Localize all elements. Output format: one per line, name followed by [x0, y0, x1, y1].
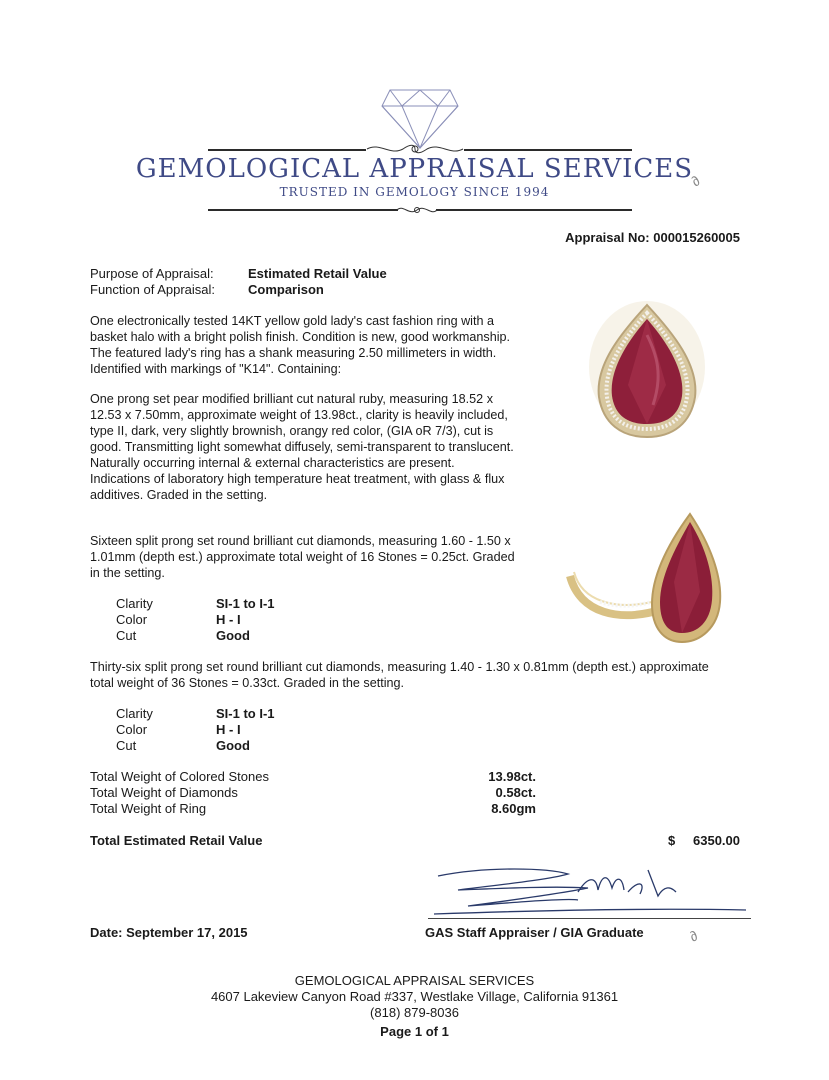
grade-value: Good [216, 628, 250, 643]
function-value: Comparison [248, 282, 324, 297]
footer-company: GEMOLOGICAL APPRAISAL SERVICES [294, 973, 535, 988]
purpose-label: Purpose of Appraisal: [90, 266, 214, 281]
retail-label: Total Estimated Retail Value [90, 833, 263, 848]
signature-icon [428, 862, 753, 924]
retail-currency: $ [668, 833, 676, 848]
appraiser-title: GAS Staff Appraiser / GIA Graduate [425, 925, 644, 940]
diamonds-description-1: Sixteen split prong set round brilliant cut diamonds, measuring 1.60 - 1.50 x 1.01mm (depth est.) approximate total weight of 16 Stones = 0.25ct. Graded in the setting. [90, 534, 515, 580]
grade-value: H - I [216, 722, 241, 737]
top-rule-right [464, 149, 632, 151]
total-value: 8.60gm [491, 801, 536, 816]
appraisal-number: Appraisal No: 000015260005 [565, 230, 740, 245]
grade-label: Clarity [116, 706, 153, 721]
bottom-rule-left [208, 209, 398, 211]
grade-label: Cut [116, 738, 137, 753]
ring-top-view-image [583, 295, 711, 445]
grade-label: Clarity [116, 596, 153, 611]
grade-value: SI-1 to I-1 [216, 596, 275, 611]
pencil-mark-icon: ∂ [686, 927, 701, 945]
function-label: Function of Appraisal: [90, 282, 216, 297]
total-label: Total Weight of Diamonds [90, 785, 238, 800]
brand-name: GEMOLOGICAL APPRAISAL SERVICES [135, 154, 694, 184]
grade-value: SI-1 to I-1 [216, 706, 275, 721]
ruby-description: One prong set pear modified brilliant cut natural ruby, measuring 18.52 x 12.53 x 7.50mm, approximate weight of 13.98ct., clarity is heavily included, type II, dark, very slightly brownish, orangy red color, (GIA oR 7/3), cut is good. Transmitting light somewhat diffusely, semi-transparent to translucent. Naturally occurring internal & external characteristics are present. Indications of laboratory high temperature heat treatment, with glass & flux additives. Graded in the setting. [90, 392, 514, 502]
grade-label: Color [116, 722, 148, 737]
signature-line [428, 918, 751, 919]
grade-value: H - I [216, 612, 241, 627]
total-label: Total Weight of Ring [90, 801, 207, 816]
grade-label: Cut [116, 628, 137, 643]
ring-description: One electronically tested 14KT yellow gold lady's cast fashion ring with a basket halo with a bright polish finish. Condition is new, good workmanship. The featured lady's ring has a shank measuring 2.50 millimeters in width. Identified with markings of "K14". Containing: [90, 314, 511, 376]
page-number: Page 1 of 1 [380, 1024, 449, 1039]
footer-address: 4607 Lakeview Canyon Road #337, Westlake Village, California 91361 [210, 989, 619, 1004]
grade-value: Good [216, 738, 250, 753]
bottom-flourish-icon [395, 201, 439, 219]
top-rule-left [208, 149, 366, 151]
retail-value: 6350.00 [693, 833, 740, 848]
footer-phone: (818) 879-8036 [370, 1005, 459, 1020]
purpose-value: Estimated Retail Value [248, 266, 387, 281]
total-value: 13.98ct. [488, 769, 536, 784]
total-label: Total Weight of Colored Stones [90, 769, 269, 784]
grade-label: Color [116, 612, 148, 627]
diamonds-description-2: Thirty-six split prong set round brilliant cut diamonds, measuring 1.40 - 1.30 x 0.81mm (depth est.) approximate total weight of 36 Stones = 0.33ct. Graded in the setting. [90, 660, 709, 690]
total-value: 0.58ct. [495, 785, 536, 800]
ring-side-view-image [560, 506, 730, 656]
brand-tagline: TRUSTED IN GEMOLOGY SINCE 1994 [279, 185, 550, 199]
bottom-rule-right [436, 209, 632, 211]
pencil-mark-icon: ∂ [687, 172, 704, 190]
appraisal-date: Date: September 17, 2015 [90, 925, 248, 940]
